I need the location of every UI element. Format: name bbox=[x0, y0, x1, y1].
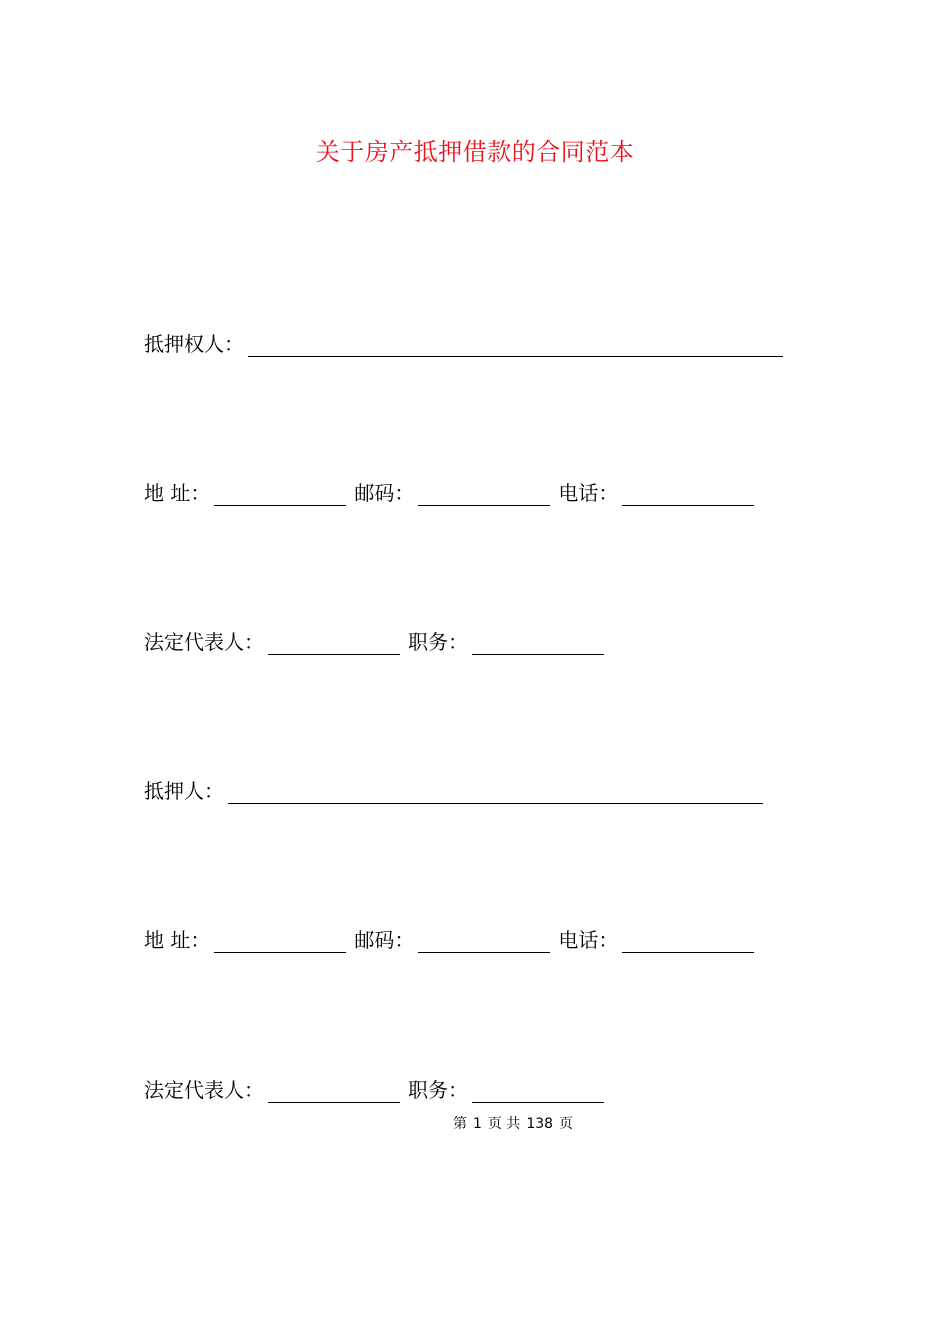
mortgagee-postcode-blank[interactable] bbox=[418, 483, 550, 506]
mortgagor-name-label: 抵押人： bbox=[144, 779, 224, 803]
mortgagee-rep-line bbox=[144, 623, 604, 655]
mortgagee-name-line bbox=[144, 325, 783, 357]
mortgagee-position-label: 职务： bbox=[408, 630, 468, 654]
mortgagor-address-blank[interactable] bbox=[214, 930, 346, 953]
mortgagor-position-blank[interactable] bbox=[472, 1080, 604, 1103]
mortgagee-legal-rep-blank[interactable] bbox=[268, 632, 400, 655]
mortgagee-position-blank[interactable] bbox=[472, 632, 604, 655]
mortgagor-position-label: 职务： bbox=[408, 1078, 468, 1102]
mortgagor-phone-blank[interactable] bbox=[622, 930, 754, 953]
footer-mid: 页 共 bbox=[487, 1116, 521, 1132]
mortgagor-postcode-label: 邮码： bbox=[354, 928, 415, 952]
document-title: 关于房产抵押借款的合同范本 bbox=[315, 138, 635, 166]
mortgagee-address-label: 地 址： bbox=[144, 481, 211, 505]
mortgagor-address-label: 地 址： bbox=[144, 928, 211, 952]
footer-suffix: 页 bbox=[559, 1116, 574, 1132]
mortgagee-postcode-label: 邮码： bbox=[354, 481, 415, 505]
mortgagee-phone-label: 电话： bbox=[558, 481, 619, 505]
mortgagor-postcode-blank[interactable] bbox=[418, 930, 550, 953]
mortgagee-name-label: 抵押权人： bbox=[144, 332, 244, 356]
footer-prefix: 第 bbox=[452, 1116, 467, 1132]
mortgagee-contact-line bbox=[144, 474, 754, 506]
mortgagor-legal-rep-label: 法定代表人： bbox=[144, 1078, 264, 1102]
footer-total-pages: 138 bbox=[526, 1116, 554, 1132]
mortgagor-phone-label: 电话： bbox=[558, 928, 619, 952]
mortgagee-legal-rep-label: 法定代表人： bbox=[144, 630, 264, 654]
mortgagee-phone-blank[interactable] bbox=[622, 483, 754, 506]
footer-page-number: 1 bbox=[472, 1116, 482, 1132]
mortgagor-contact-line bbox=[144, 921, 754, 953]
mortgagee-address-blank[interactable] bbox=[214, 483, 346, 506]
mortgagor-name-blank[interactable] bbox=[228, 781, 763, 804]
mortgagor-rep-line bbox=[144, 1071, 604, 1103]
page-footer bbox=[0, 1113, 950, 1133]
mortgagee-name-blank[interactable] bbox=[248, 334, 783, 357]
mortgagor-name-line bbox=[144, 772, 763, 804]
mortgagor-legal-rep-blank[interactable] bbox=[268, 1080, 400, 1103]
